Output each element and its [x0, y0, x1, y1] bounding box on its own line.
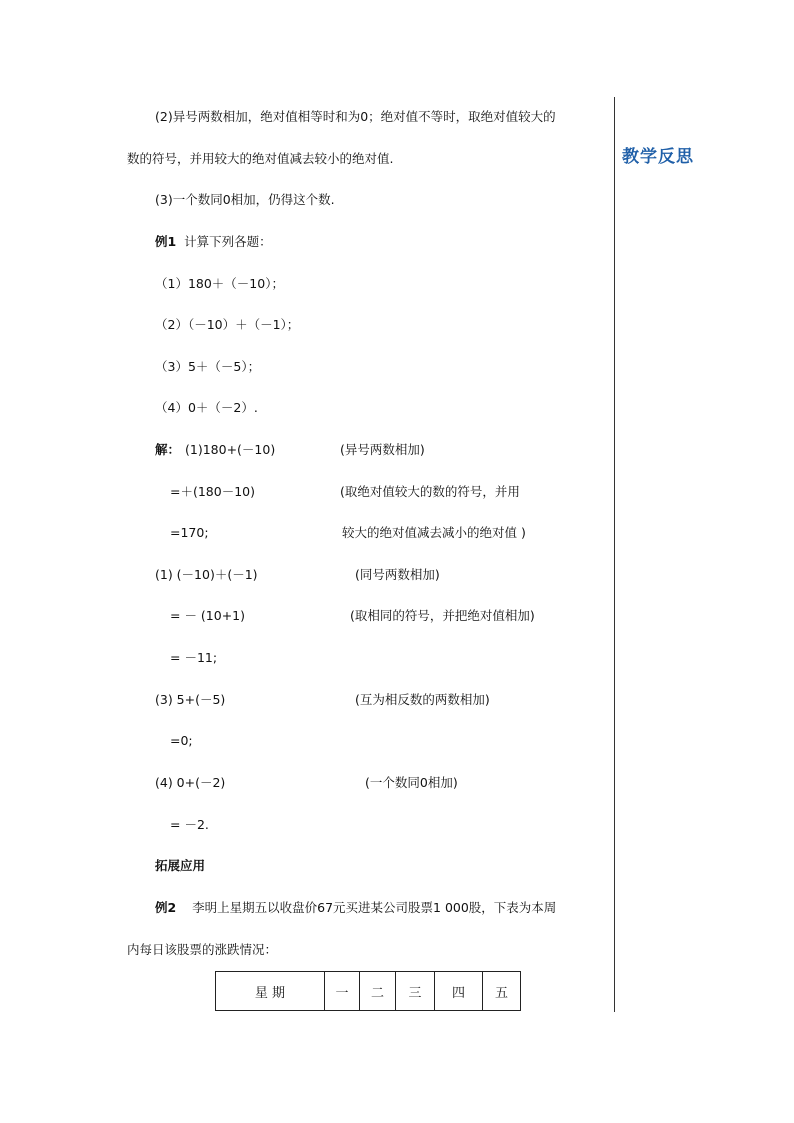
solution-note: (取绝对值较大的数的符号，并用 [340, 484, 520, 499]
example-2-text: 李明上星期五以收盘价67元买进某公司股票1 000股，下表为本周 [192, 900, 557, 915]
column-divider [614, 97, 615, 1012]
example-1-text: 计算下列各题： [184, 234, 272, 249]
weekday-header-cell: 星 期 [216, 972, 325, 1011]
solution-expr: =＋(180－10) [170, 484, 255, 499]
solution-expr: =0; [170, 733, 193, 748]
solution-expr: = －2. [170, 817, 209, 832]
solution-note: (互为相反数的两数相加) [355, 692, 490, 707]
solution-expr: (1)180+(－10) [185, 442, 276, 457]
rule-2-line-1: (2)异号两数相加，绝对值相等时和为0；绝对值不等时，取绝对值较大的 [155, 109, 556, 124]
example-1 [155, 233, 272, 251]
weekday-cell: 三 [396, 972, 435, 1011]
solution-note: (取相同的符号，并把绝对值相加) [350, 608, 535, 623]
solution-expr: (1) (－10)＋(－1) [155, 567, 258, 582]
solution-expr: =170; [170, 525, 209, 540]
rule-3: (3)一个数同0相加，仍得这个数. [155, 192, 335, 207]
solution-note: 较大的绝对值减去减小的绝对值 ) [342, 525, 526, 540]
weekday-cell: 五 [483, 972, 521, 1011]
solution-note: (同号两数相加) [355, 567, 440, 582]
extend-heading: 拓展应用 [155, 858, 206, 873]
rule-2-line-2: 数的符号，并用较大的绝对值减去较小的绝对值. [127, 151, 394, 166]
solution-note: (异号两数相加) [340, 442, 425, 457]
weekday-cell: 一 [325, 972, 360, 1011]
example-2-label: 例2 [155, 900, 177, 915]
example-2-line-2: 内每日该股票的涨跌情况： [127, 942, 278, 957]
solution-expr: (4) 0+(－2) [155, 775, 226, 790]
problem-1: （1）180＋（－10）； [155, 276, 284, 291]
weekday-cell: 二 [360, 972, 396, 1011]
solution-expr: = － (10+1) [170, 608, 246, 623]
table-row [216, 972, 521, 1011]
problem-3: （3）5＋（－5）； [155, 359, 261, 374]
solution-expr: (3) 5+(－5) [155, 692, 226, 707]
example-2-line-1 [155, 899, 556, 917]
teaching-reflection-title: 教学反思 [622, 147, 694, 167]
solution-note: (一个数同0相加) [365, 775, 458, 790]
problem-4: （4）0＋（－2）. [155, 400, 258, 415]
example-1-label: 例1 [155, 234, 177, 249]
solution-expr: = －11; [170, 650, 218, 665]
weekday-cell: 四 [435, 972, 483, 1011]
problem-2: （2）（－10）＋（－1）； [155, 317, 300, 332]
weekday-table [215, 971, 521, 1011]
solution-label: 解： [155, 442, 181, 457]
